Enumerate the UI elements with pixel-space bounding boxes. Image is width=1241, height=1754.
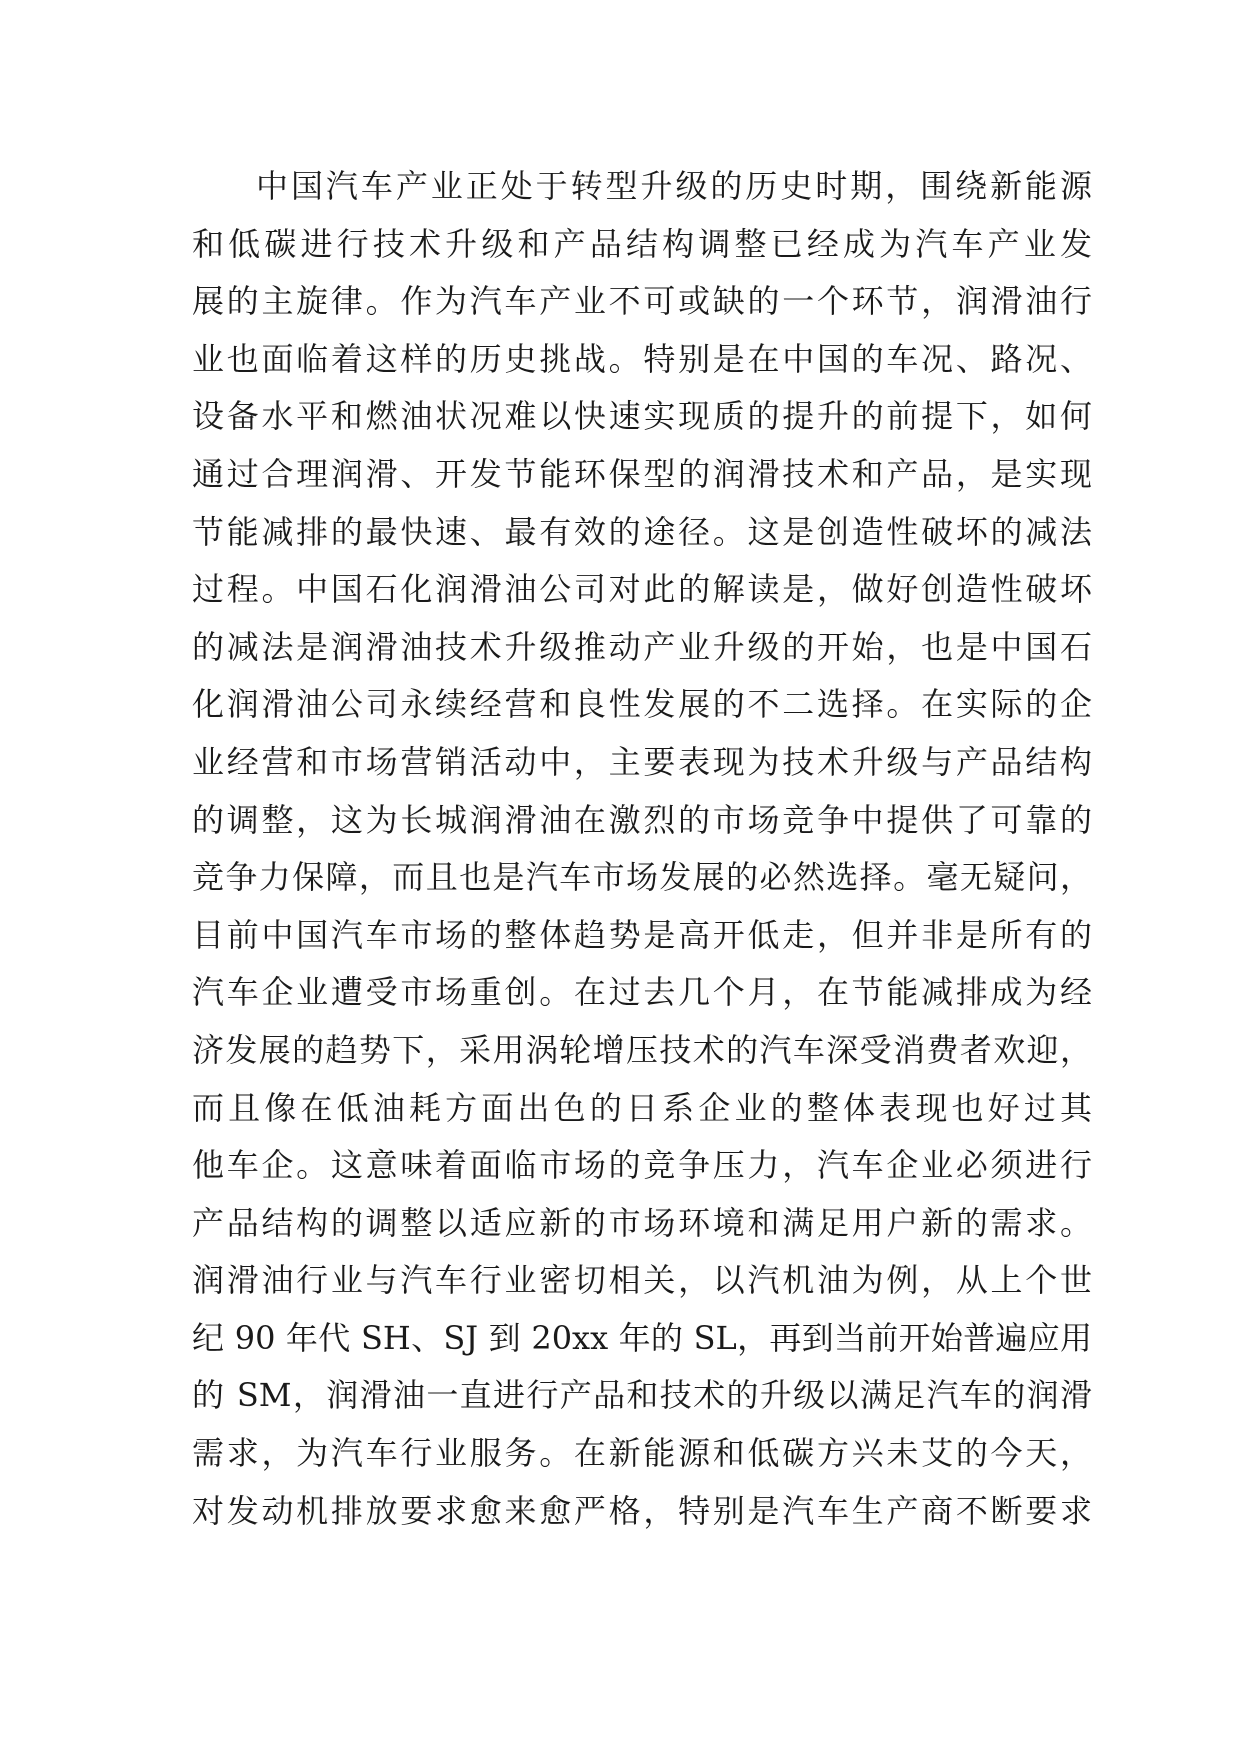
paragraph-line: 和低碳进行技术升级和产品结构调整已经成为汽车产业发 bbox=[192, 224, 1092, 263]
paragraph-line: 纪 90 年代 SH、SJ 到 20xx 年的 SL，再到当前开始普遍应用 bbox=[192, 1318, 1092, 1357]
paragraph-line: 通过合理润滑、开发节能环保型的润滑技术和产品，是实现 bbox=[192, 454, 1092, 493]
paragraph-line: 的 SM，润滑油一直进行产品和技术的升级以满足汽车的润滑 bbox=[192, 1376, 1092, 1415]
paragraph-line: 中国汽车产业正处于转型升级的历史时期，围绕新能源 bbox=[256, 167, 1092, 205]
paragraph-line: 竞争力保障，而且也是汽车市场发展的必然选择。毫无疑问， bbox=[192, 858, 1092, 897]
paragraph-line: 展的主旋律。作为汽车产业不可或缺的一个环节，润滑油行 bbox=[192, 282, 1092, 321]
paragraph-line: 的减法是润滑油技术升级推动产业升级的开始，也是中国石 bbox=[192, 627, 1092, 666]
paragraph-line: 润滑油行业与汽车行业密切相关，以汽机油为例，从上个世 bbox=[192, 1261, 1092, 1300]
paragraph-line: 他车企。这意味着面临市场的竞争压力，汽车企业必须进行 bbox=[192, 1146, 1092, 1185]
body-paragraph bbox=[192, 158, 1092, 1540]
paragraph-line: 而且像在低油耗方面出色的日系企业的整体表现也好过其 bbox=[192, 1088, 1092, 1127]
paragraph-line: 目前中国汽车市场的整体趋势是高开低走，但并非是所有的 bbox=[192, 915, 1092, 954]
paragraph-line: 业也面临着这样的历史挑战。特别是在中国的车况、路况、 bbox=[192, 339, 1092, 378]
paragraph-line: 产品结构的调整以适应新的市场环境和满足用户新的需求。 bbox=[192, 1203, 1092, 1242]
paragraph-line: 需求，为汽车行业服务。在新能源和低碳方兴未艾的今天， bbox=[192, 1434, 1092, 1473]
paragraph-line: 济发展的趋势下，采用涡轮增压技术的汽车深受消费者欢迎， bbox=[192, 1030, 1092, 1069]
paragraph-line: 节能减排的最快速、最有效的途径。这是创造性破坏的减法 bbox=[192, 512, 1092, 551]
paragraph-line: 设备水平和燃油状况难以快速实现质的提升的前提下，如何 bbox=[192, 397, 1092, 436]
paragraph-line: 对发动机排放要求愈来愈严格，特别是汽车生产商不断要求 bbox=[192, 1491, 1092, 1530]
paragraph-line: 化润滑油公司永续经营和良性发展的不二选择。在实际的企 bbox=[192, 685, 1092, 724]
paragraph-line: 汽车企业遭受市场重创。在过去几个月，在节能减排成为经 bbox=[192, 973, 1092, 1012]
paragraph-line: 过程。中国石化润滑油公司对此的解读是，做好创造性破坏 bbox=[192, 570, 1092, 609]
paragraph-line: 的调整，这为长城润滑油在激烈的市场竞争中提供了可靠的 bbox=[192, 800, 1092, 839]
paragraph-line: 业经营和市场营销活动中，主要表现为技术升级与产品结构 bbox=[192, 742, 1092, 781]
